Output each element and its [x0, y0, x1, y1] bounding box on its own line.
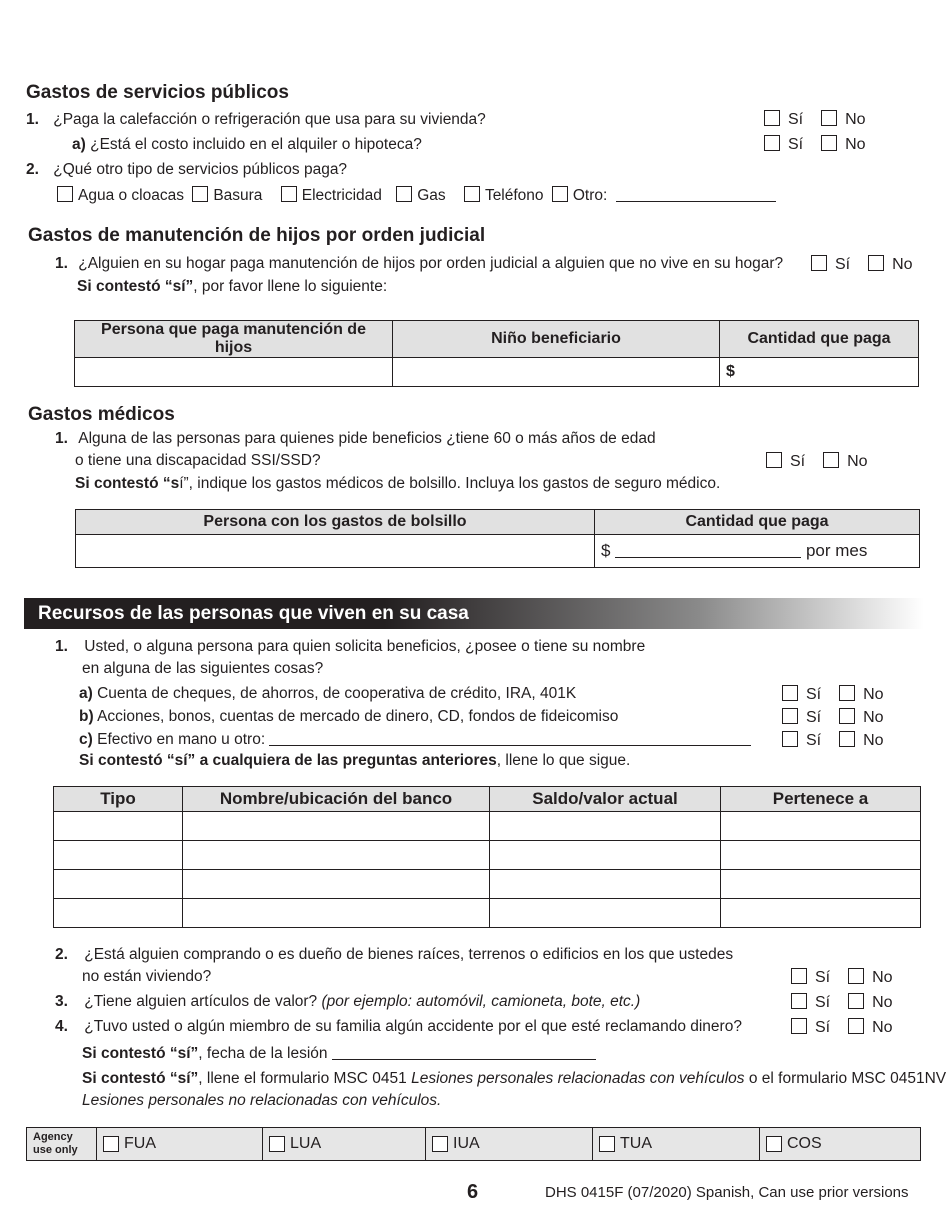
per-month-label: por mes	[805, 541, 868, 560]
yes-checkbox[interactable]	[764, 135, 780, 151]
yes-label: Sí	[815, 1019, 831, 1036]
table-cell[interactable]	[54, 812, 183, 841]
utilities-q2	[26, 161, 347, 179]
q-number: 2.	[55, 946, 68, 963]
agency-box-fua	[97, 1128, 263, 1160]
instruction-text: í”, indique los gastos médicos de bolsillo. Incluya los gastos de seguro médico.	[179, 475, 721, 492]
q-number: 4.	[55, 1018, 68, 1035]
q-text: ¿Alguien en su hogar paga manutención de hijos por orden judicial a alguien que no vive en su hogar?	[78, 255, 784, 272]
q-text: ¿Está alguien comprando o es dueño de bienes raíces, terrenos o edificios en los que ustedes	[84, 946, 734, 963]
instruction-bold: Si contestó “s	[75, 475, 180, 492]
q-text: Efectivo en mano u otro:	[97, 731, 266, 748]
resources-q2-line1	[55, 946, 733, 964]
no-checkbox[interactable]	[848, 993, 864, 1009]
injury-date-row	[82, 1045, 596, 1063]
yes-checkbox[interactable]	[811, 255, 827, 271]
q-text: ¿Qué otro tipo de servicios públicos paga?	[53, 161, 348, 178]
resources-q3	[55, 993, 640, 1011]
q-number: 1.	[55, 638, 68, 655]
yes-checkbox[interactable]	[791, 993, 807, 1009]
no-label: No	[863, 709, 884, 726]
no-label: No	[845, 136, 866, 153]
form-title: Lesiones personales relacionadas con vehículos	[411, 1070, 745, 1087]
option-label: Otro:	[572, 187, 608, 204]
payer-cell[interactable]	[75, 358, 393, 387]
resources-table	[53, 786, 921, 928]
q-text: ¿Está el costo incluido en el alquiler o hipoteca?	[90, 136, 422, 153]
agency-box-label: TUA	[620, 1135, 652, 1152]
gas-checkbox[interactable]	[396, 186, 412, 202]
no-label: No	[845, 111, 866, 128]
column-header: Cantidad que paga	[595, 510, 920, 535]
table-cell[interactable]	[54, 841, 183, 870]
agency-box-label: LUA	[290, 1135, 322, 1152]
table-row	[54, 841, 921, 870]
table-cell[interactable]	[490, 870, 721, 899]
resources-q1c-yes-no	[782, 731, 884, 750]
iua-checkbox[interactable]	[432, 1136, 448, 1152]
child-support-title: Gastos de manutención de hijos por orden judicial	[28, 225, 486, 246]
yes-label: Sí	[806, 686, 822, 703]
child-cell[interactable]	[393, 358, 720, 387]
utilities-q1-yes-no	[764, 110, 866, 129]
no-checkbox[interactable]	[821, 110, 837, 126]
table-cell[interactable]	[183, 899, 490, 928]
medical-table	[75, 509, 920, 568]
agency-box-lua	[263, 1128, 426, 1160]
instruction-text: , llene lo que sigue.	[496, 752, 631, 769]
agency-label	[27, 1128, 97, 1160]
column-header: Nombre/ubicación del banco	[183, 787, 490, 812]
yes-label: Sí	[788, 136, 804, 153]
utilities-title: Gastos de servicios públicos	[26, 82, 289, 103]
agency-label-line1: Agency	[33, 1131, 73, 1143]
q-number: 3.	[55, 993, 68, 1010]
utilities-options	[57, 186, 776, 205]
child-support-instruction	[77, 278, 387, 296]
agency-box-label: IUA	[453, 1135, 480, 1152]
column-header: Saldo/valor actual	[490, 787, 721, 812]
no-label: No	[863, 686, 884, 703]
q-number: 1.	[55, 430, 68, 447]
resources-q1a	[79, 685, 576, 703]
resources-q1-line2: en alguna de las siguientes cosas?	[82, 660, 324, 677]
agency-label-line2: use only	[33, 1144, 78, 1156]
medical-title: Gastos médicos	[28, 404, 175, 425]
no-checkbox[interactable]	[839, 731, 855, 747]
option-label: Basura	[213, 187, 263, 204]
child-support-q1	[55, 255, 783, 273]
yes-label: Sí	[806, 709, 822, 726]
q-letter: a)	[79, 685, 93, 702]
yes-checkbox[interactable]	[766, 452, 782, 468]
q-text: ¿Paga la calefacción o refrigeración que usa para su vivienda?	[53, 111, 486, 128]
resources-q1b	[79, 708, 618, 726]
yes-checkbox[interactable]	[764, 110, 780, 126]
amount-cell[interactable]	[720, 358, 919, 387]
q-number: 2.	[26, 161, 39, 178]
medical-instruction	[75, 475, 720, 493]
yes-label: Sí	[815, 969, 831, 986]
q-text: Acciones, bonos, cuentas de mercado de dinero, CD, fondos de fideicomiso	[97, 708, 619, 725]
q-letter: a)	[72, 136, 86, 153]
option-label: Gas	[417, 187, 446, 204]
table-cell[interactable]	[721, 899, 921, 928]
column-header: Tipo	[54, 787, 183, 812]
cos-checkbox[interactable]	[766, 1136, 782, 1152]
no-checkbox[interactable]	[839, 685, 855, 701]
page-number: 6	[467, 1181, 479, 1203]
table-row	[54, 870, 921, 899]
electricity-checkbox[interactable]	[281, 186, 297, 202]
garbage-checkbox[interactable]	[192, 186, 208, 202]
other-field[interactable]	[616, 187, 776, 202]
lua-checkbox[interactable]	[269, 1136, 285, 1152]
table-cell[interactable]	[721, 870, 921, 899]
table-cell[interactable]	[54, 870, 183, 899]
table-cell[interactable]	[721, 841, 921, 870]
table-cell[interactable]	[490, 812, 721, 841]
agency-box-cos	[760, 1128, 920, 1160]
no-checkbox[interactable]	[821, 135, 837, 151]
instruction-bold: Si contestó “sí” a cualquiera de las preguntas anteriores	[79, 752, 497, 769]
q-number: 1.	[55, 255, 68, 272]
column-header: Niño beneficiario	[393, 321, 720, 358]
resources-q4-yes-no	[791, 1018, 893, 1037]
instruction-text: , llene el formulario MSC 0451	[198, 1070, 412, 1087]
yes-checkbox[interactable]	[782, 731, 798, 747]
resources-q1a-yes-no	[782, 685, 884, 704]
child-support-table	[74, 320, 919, 387]
yes-checkbox[interactable]	[791, 1018, 807, 1034]
instruction-text: o el formulario MSC 0451NV	[744, 1070, 947, 1087]
amount-line[interactable]	[615, 543, 801, 558]
q-number: 1.	[26, 111, 39, 128]
msc-instruction-line2	[82, 1092, 441, 1110]
agency-use-only-bar	[26, 1127, 921, 1161]
instruction-text: , por favor llene lo siguiente:	[193, 278, 388, 295]
dollar-sign: $	[601, 541, 611, 560]
table-cell[interactable]	[490, 899, 721, 928]
q-text: ¿Tuvo usted o algún miembro de su familia algún accidente por el que esté reclamando dinero?	[84, 1018, 742, 1035]
form-identifier: DHS 0415F (07/2020) Spanish, Can use prior versions	[545, 1184, 909, 1201]
yes-label: Sí	[806, 732, 822, 749]
no-label: No	[892, 256, 913, 273]
utilities-q1a	[72, 136, 422, 154]
q-text: Cuenta de cheques, de ahorros, de cooperativa de crédito, IRA, 401K	[97, 685, 577, 702]
water-checkbox[interactable]	[57, 186, 73, 202]
yes-label: Sí	[790, 453, 806, 470]
q-text: ¿Tiene alguien artículos de valor?	[84, 993, 318, 1010]
agency-box-iua	[426, 1128, 593, 1160]
other-checkbox[interactable]	[552, 186, 568, 202]
table-cell[interactable]	[183, 812, 490, 841]
utilities-q1	[26, 111, 486, 129]
instruction-text: , fecha de la lesión	[198, 1045, 328, 1062]
instruction-bold: Si contestó “sí”	[82, 1070, 199, 1087]
table-cell[interactable]	[721, 812, 921, 841]
child-support-yes-no	[811, 255, 913, 274]
table-row	[54, 812, 921, 841]
msc-instruction-line1	[82, 1070, 946, 1088]
no-checkbox[interactable]	[823, 452, 839, 468]
agency-box-tua	[593, 1128, 760, 1160]
q-letter: b)	[79, 708, 94, 725]
no-label: No	[872, 994, 893, 1011]
table-row	[75, 358, 919, 387]
option-label: Electricidad	[301, 187, 382, 204]
instruction-bold: Si contestó “sí”	[82, 1045, 199, 1062]
yes-checkbox[interactable]	[791, 968, 807, 984]
phone-checkbox[interactable]	[464, 186, 480, 202]
agency-box-label: COS	[787, 1135, 822, 1152]
q-text: Usted, o alguna persona para quien solicita beneficios, ¿posee o tiene su nombre	[84, 638, 646, 655]
table-cell[interactable]	[183, 841, 490, 870]
resources-q1b-yes-no	[782, 708, 884, 727]
no-checkbox[interactable]	[868, 255, 884, 271]
yes-checkbox[interactable]	[782, 708, 798, 724]
no-checkbox[interactable]	[839, 708, 855, 724]
yes-label: Sí	[835, 256, 851, 273]
table-row	[76, 535, 920, 568]
table-cell[interactable]	[54, 899, 183, 928]
no-checkbox[interactable]	[848, 968, 864, 984]
table-cell[interactable]	[183, 870, 490, 899]
no-label: No	[872, 969, 893, 986]
resources-q2-line2: no están viviendo?	[82, 968, 212, 985]
table-row	[54, 899, 921, 928]
medical-q1-line1	[55, 430, 656, 448]
fua-checkbox[interactable]	[103, 1136, 119, 1152]
q-text: Alguna de las personas para quienes pide beneficios ¿tiene 60 o más años de edad	[78, 430, 656, 447]
column-header: Pertenece a	[721, 787, 921, 812]
person-cell[interactable]	[76, 535, 595, 568]
option-label: Teléfono	[484, 187, 544, 204]
medical-yes-no	[766, 452, 868, 471]
resources-q2-yes-no	[791, 968, 893, 987]
dollar-sign: $	[726, 363, 735, 380]
option-label: Agua o cloacas	[78, 187, 184, 204]
q-letter: c)	[79, 731, 93, 748]
no-label: No	[863, 732, 884, 749]
yes-checkbox[interactable]	[782, 685, 798, 701]
table-cell[interactable]	[490, 841, 721, 870]
instruction-bold: Si contestó “sí”	[77, 278, 194, 295]
utilities-q1a-yes-no	[764, 135, 866, 154]
column-header: Persona con los gastos de bolsillo	[76, 510, 595, 535]
agency-box-label: FUA	[124, 1135, 156, 1152]
amount-cell[interactable]	[595, 535, 920, 568]
tua-checkbox[interactable]	[599, 1136, 615, 1152]
resources-q4	[55, 1018, 742, 1036]
yes-label: Sí	[788, 111, 804, 128]
other-cash-field[interactable]	[269, 731, 751, 746]
injury-date-field[interactable]	[332, 1045, 596, 1060]
no-label: No	[872, 1019, 893, 1036]
no-label: No	[847, 453, 868, 470]
q-example: (por ejemplo: automóvil, camioneta, bote, etc.)	[321, 993, 641, 1010]
no-checkbox[interactable]	[848, 1018, 864, 1034]
resources-q1-line1	[55, 638, 645, 656]
resources-section-band: Recursos de las personas que viven en su casa	[24, 598, 924, 629]
resources-q3-yes-no	[791, 993, 893, 1012]
column-header: Persona que paga manutención de hijos	[75, 321, 393, 358]
yes-label: Sí	[815, 994, 831, 1011]
resources-q1c	[79, 731, 751, 749]
resources-instruction	[79, 752, 630, 770]
form-title: Lesiones personales no relacionadas con vehículos.	[82, 1092, 442, 1109]
column-header: Cantidad que paga	[720, 321, 919, 358]
medical-q1-line2: o tiene una discapacidad SSI/SSD?	[75, 452, 321, 469]
